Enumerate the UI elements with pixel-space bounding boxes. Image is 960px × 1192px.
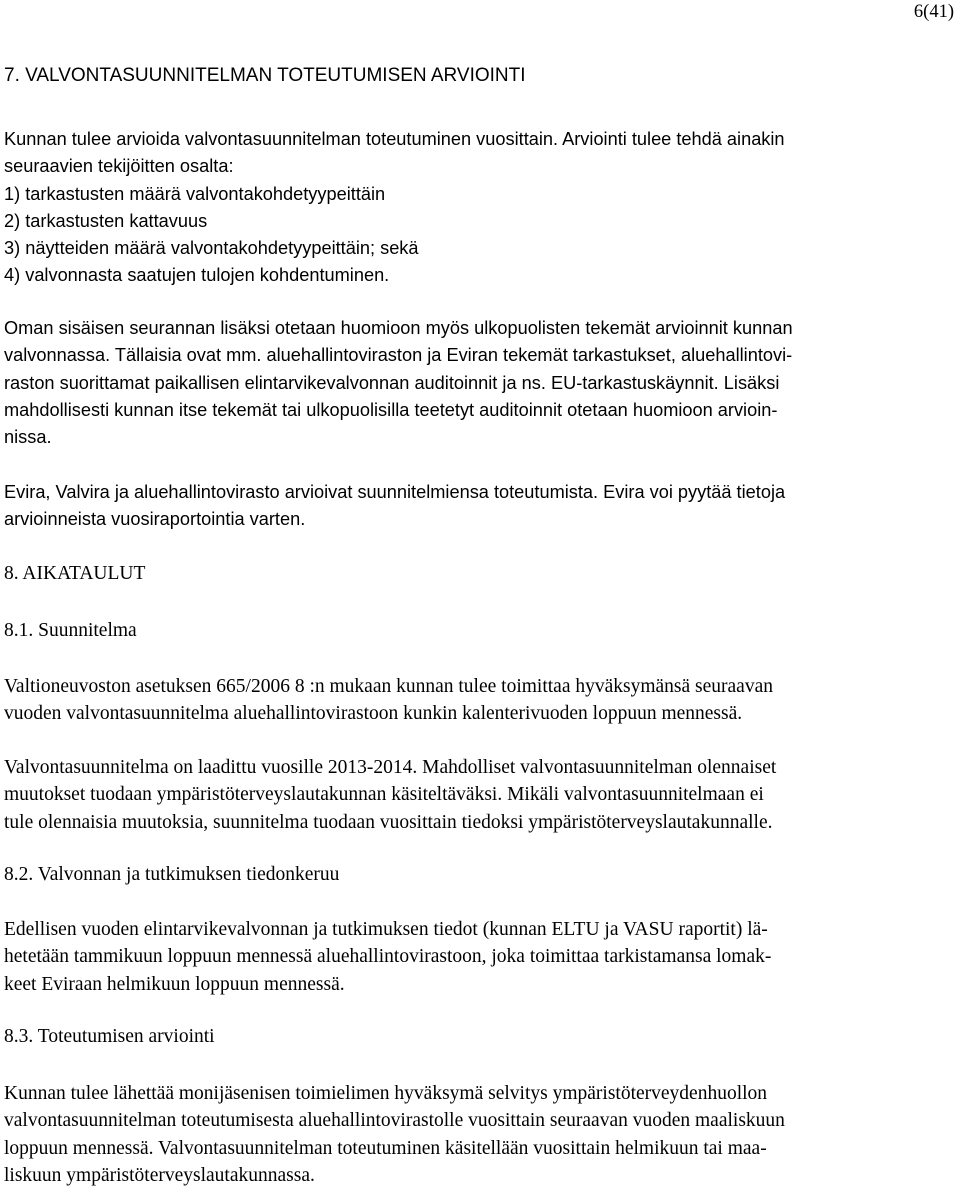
text-line: valvontasuunnitelman toteutumisesta aluehallintovirastolle vuosittain seuraavan vuoden maaliskuun [4, 1110, 785, 1132]
text-line: hetetään tammikuun loppuun mennessä aluehallintovirastoon, joka toimittaa tarkistamansa lomak- [4, 946, 772, 968]
page-number: 6(41) [913, 2, 954, 22]
text-line: arvioinneista vuosiraportointia varten. [4, 509, 306, 530]
text-line: mahdollisesti kunnan itse tekemät tai ulkopuolisilla teetetyt auditoinnit otetaan huomioon arvioin- [4, 399, 778, 420]
text-line: liskuun ympäristöterveyslautakunnassa. [4, 1164, 315, 1186]
section-7-paragraph-2 [4, 315, 952, 451]
section-7-intro [4, 126, 952, 290]
text-line: seuraavien tekijöitten osalta: [4, 156, 234, 177]
section-8-1-paragraph-2 [4, 754, 952, 836]
text-line: Valtioneuvoston asetuksen 665/2006 8 :n mukaan kunnan tulee toimittaa hyväksymänsä seuraavan [4, 676, 773, 697]
section-8-3-paragraph [4, 1080, 952, 1189]
section-8-heading: 8. AIKATAULUT [4, 563, 146, 584]
section-7-paragraph-3 [4, 479, 952, 534]
section-7-heading: 7. VALVONTASUUNNITELMAN TOTEUTUMISEN ARVIOINTI [4, 65, 526, 86]
text-line: Oman sisäisen seurannan lisäksi otetaan huomioon myös ulkopuolisten tekemät arvioinnit kunnan [4, 318, 793, 338]
text-line: Valvontasuunnitelma on laadittu vuosille 2013-2014. Mahdolliset valvontasuunnitelman olennaiset [4, 757, 777, 778]
text-line: nissa. [4, 427, 52, 448]
text-line: muutokset tuodaan ympäristöterveyslautakunnan käsiteltäväksi. Mikäli valvontasuunnitelmaan ei [4, 784, 764, 806]
section-8-2-heading: 8.2. Valvonnan ja tutkimuksen tiedonkeruu [4, 864, 340, 885]
text-line: loppuun mennessä. Valvontasuunnitelman toteutuminen käsitellään vuosittain helmikuun tai maa- [4, 1137, 767, 1159]
list-item: 1) tarkastusten määrä valvontakohdetyypeittäin [4, 183, 386, 204]
text-line: vuoden valvontasuunnitelma aluehallintovirastoon kunkin kalenterivuoden loppuun mennessä. [4, 703, 743, 725]
section-8-1-paragraph-1 [4, 673, 952, 728]
text-line: Edellisen vuoden elintarvikevalvonnan ja tutkimuksen tiedot (kunnan ELTU ja VASU raportit) lä- [4, 919, 768, 940]
section-8-1-heading: 8.1. Suunnitelma [4, 620, 137, 641]
text-line: raston suorittamat paikallisen elintarvikevalvonnan auditoinnit ja ns. EU-tarkastuskäynnit. Lisäksi [4, 372, 780, 393]
text-line: Kunnan tulee lähettää monijäsenisen toimielimen hyväksymä selvitys ympäristöterveydenhuollon [4, 1083, 768, 1104]
text-line: valvonnassa. Tällaisia ovat mm. aluehallintoviraston ja Eviran tekemät tarkastukset, aluehallintovi- [4, 345, 793, 366]
evaluation-criteria-list [4, 181, 952, 290]
text-line: Evira, Valvira ja aluehallintovirasto arvioivat suunnitelmiensa toteutumista. Evira voi pyytää tietoja [4, 482, 786, 502]
section-8-3-heading: 8.3. Toteutumisen arviointi [4, 1026, 215, 1047]
text-line: tule olennaisia muutoksia, suunnitelma tuodaan vuosittain tiedoksi ympäristöterveyslautakunnalle. [4, 811, 773, 833]
section-8-2-paragraph [4, 916, 952, 998]
text-line: Kunnan tulee arvioida valvontasuunnitelman toteutuminen vuosittain. Arviointi tulee tehdä ainakin [4, 129, 785, 149]
list-item: 2) tarkastusten kattavuus [4, 210, 208, 231]
list-item: 3) näytteiden määrä valvontakohdetyypeittäin; sekä [4, 238, 419, 259]
list-item: 4) valvonnasta saatujen tulojen kohdentuminen. [4, 265, 390, 286]
text-line: keet Eviraan helmikuun loppuun mennessä. [4, 973, 345, 995]
